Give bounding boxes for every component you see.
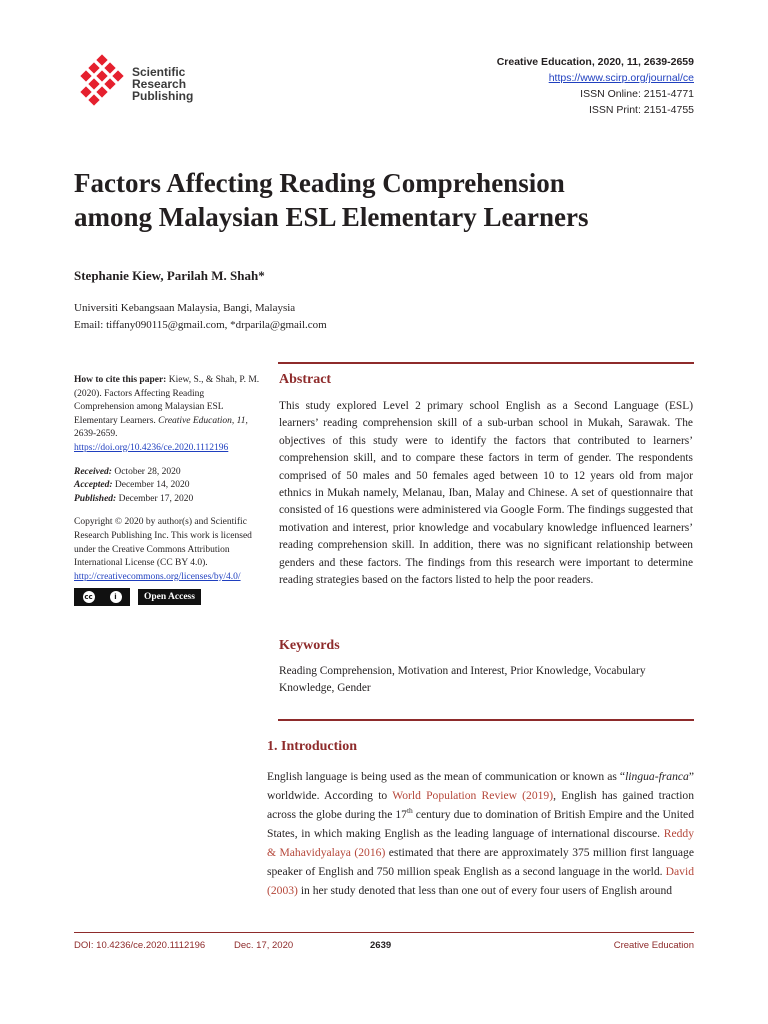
footer-date: Dec. 17, 2020 <box>234 940 294 951</box>
journal-info <box>497 54 694 118</box>
logo-line-2: Research <box>132 77 187 91</box>
introduction-paragraph <box>267 767 694 900</box>
reference-link-3[interactable]: David (2003) <box>267 865 694 897</box>
received-date: October 28, 2020 <box>114 466 181 477</box>
abstract-top-rule <box>278 362 694 364</box>
footer-page-number: 2639 <box>370 940 392 951</box>
publisher-logo-text <box>132 66 193 102</box>
received-label: Received: <box>74 466 112 477</box>
affiliation: Universiti Kebangsaan Malaysia, Bangi, Malaysia <box>74 302 296 314</box>
license-link[interactable]: http://creativecommons.org/licenses/by/4.0/ <box>74 571 241 582</box>
intro-text-5: estimated that there are approximately 375 million first language speaker of English and 750 million speak English as a second language in the world. <box>267 846 694 878</box>
cc-license-icon[interactable]: cc i <box>74 588 130 606</box>
footer-journal-name: Creative Education <box>613 940 694 951</box>
intro-text-6: in her study denoted that less than one out of every four users of English around <box>297 884 673 897</box>
footer-rule <box>74 932 694 933</box>
published-label: Published: <box>74 493 117 504</box>
cite-journal: Creative Education, 11, <box>158 415 248 426</box>
introduction-heading: 1. Introduction <box>267 739 357 754</box>
reference-link-2[interactable]: Reddy & Mahavidyalaya (2016) <box>267 827 694 859</box>
paper-title <box>74 166 694 234</box>
abstract-heading: Abstract <box>279 372 332 387</box>
published-date: December 17, 2020 <box>118 493 194 504</box>
publisher-logo-mark <box>76 54 132 110</box>
accepted-label: Accepted: <box>74 480 113 491</box>
intro-text-3: , English has gained traction across the globe during the 17 <box>267 789 695 821</box>
logo-line-3: Publishing <box>132 89 194 103</box>
journal-citation-line: Creative Education, 2020, 11, 2639-2659 <box>496 56 694 68</box>
keywords-bottom-rule <box>278 719 694 721</box>
journal-url-link[interactable]: https://www.scirp.org/journal/ce <box>548 72 694 84</box>
keywords-heading: Keywords <box>279 638 340 653</box>
open-access-badge: Open Access <box>138 589 201 605</box>
intro-text-1: English language is being used as the mean of communication or known as “ <box>267 770 626 783</box>
cite-label: How to cite this paper: <box>74 375 167 385</box>
affiliation-block <box>74 300 327 334</box>
paper-title-line-1: Factors Affecting Reading Comprehension <box>74 168 565 198</box>
issn-print: ISSN Print: 2151-4755 <box>588 104 694 116</box>
copyright-block <box>74 516 266 606</box>
cite-text: Kiew, S., & Shah, P. M. (2020). Factors Affecting Reading Comprehension among Malaysian ESL Elementary Learners. <box>74 375 260 426</box>
paper-authors: Stephanie Kiew, Parilah M. Shah* <box>74 268 265 283</box>
reference-link-1[interactable]: World Population Review (2019) <box>392 789 554 802</box>
intro-text-4: century due to domination of British Empire and the United States, in which making English as the leading language of international discourse. <box>267 808 694 840</box>
issn-online: ISSN Online: 2151-4771 <box>580 88 694 100</box>
author-email: Email: tiffany090115@gmail.com, *drparila@gmail.com <box>74 319 327 331</box>
article-sidebar <box>74 374 266 606</box>
intro-text-2: ” worldwide. According to <box>267 770 694 802</box>
footer-doi[interactable]: DOI: 10.4236/ce.2020.1112196 <box>74 940 206 951</box>
citation-block <box>74 374 266 456</box>
intro-italic-term: lingua-franca <box>625 770 689 783</box>
accepted-date: December 14, 2020 <box>114 480 190 491</box>
intro-superscript: th <box>406 806 413 816</box>
keywords-text: Reading Comprehension, Motivation and Interest, Prior Knowledge, Vocabulary Knowledge, Gender <box>279 665 646 695</box>
license-badges <box>74 588 266 606</box>
logo-line-1: Scientific <box>132 65 186 79</box>
cite-doi-link[interactable]: https://doi.org/10.4236/ce.2020.1112196 <box>74 442 229 453</box>
cite-pages: 2639-2659. <box>74 429 118 440</box>
abstract-text: This study explored Level 2 primary school English as a Second Language (ESL) learners’ reading comprehension skill of a sub-urban school in Mukah, Sarawak. The objectives of this study were to identify the factors that contributed to learners’ comprehension skill, and to compare these factors in term of gender. The respondents comprised of 50 males and 50 females aged between 10 to 12 years old from major ethnics in Mukah namely, Melanau, Iban, Malay and Chinese. A set of questionnaire that consisted of 16 questions were administered via Google Form. The findings suggested that motivation and interest, prior knowledge and vocabulary knowledge influenced learners’ reading comprehension skill. In addition, there was no significant relationship between genders and these factors. The findings from this research were important to determine reading strategies based on the factors listed to help the poor readers. <box>279 400 693 587</box>
dates-block <box>74 466 266 507</box>
publisher-logo <box>76 54 206 116</box>
copyright-text: Copyright © 2020 by author(s) and Scientific Research Publishing Inc. This work is licensed under the Creative Commons Attribution International License (CC BY 4.0). <box>74 517 252 569</box>
paper-title-line-2: among Malaysian ESL Elementary Learners <box>74 202 589 232</box>
